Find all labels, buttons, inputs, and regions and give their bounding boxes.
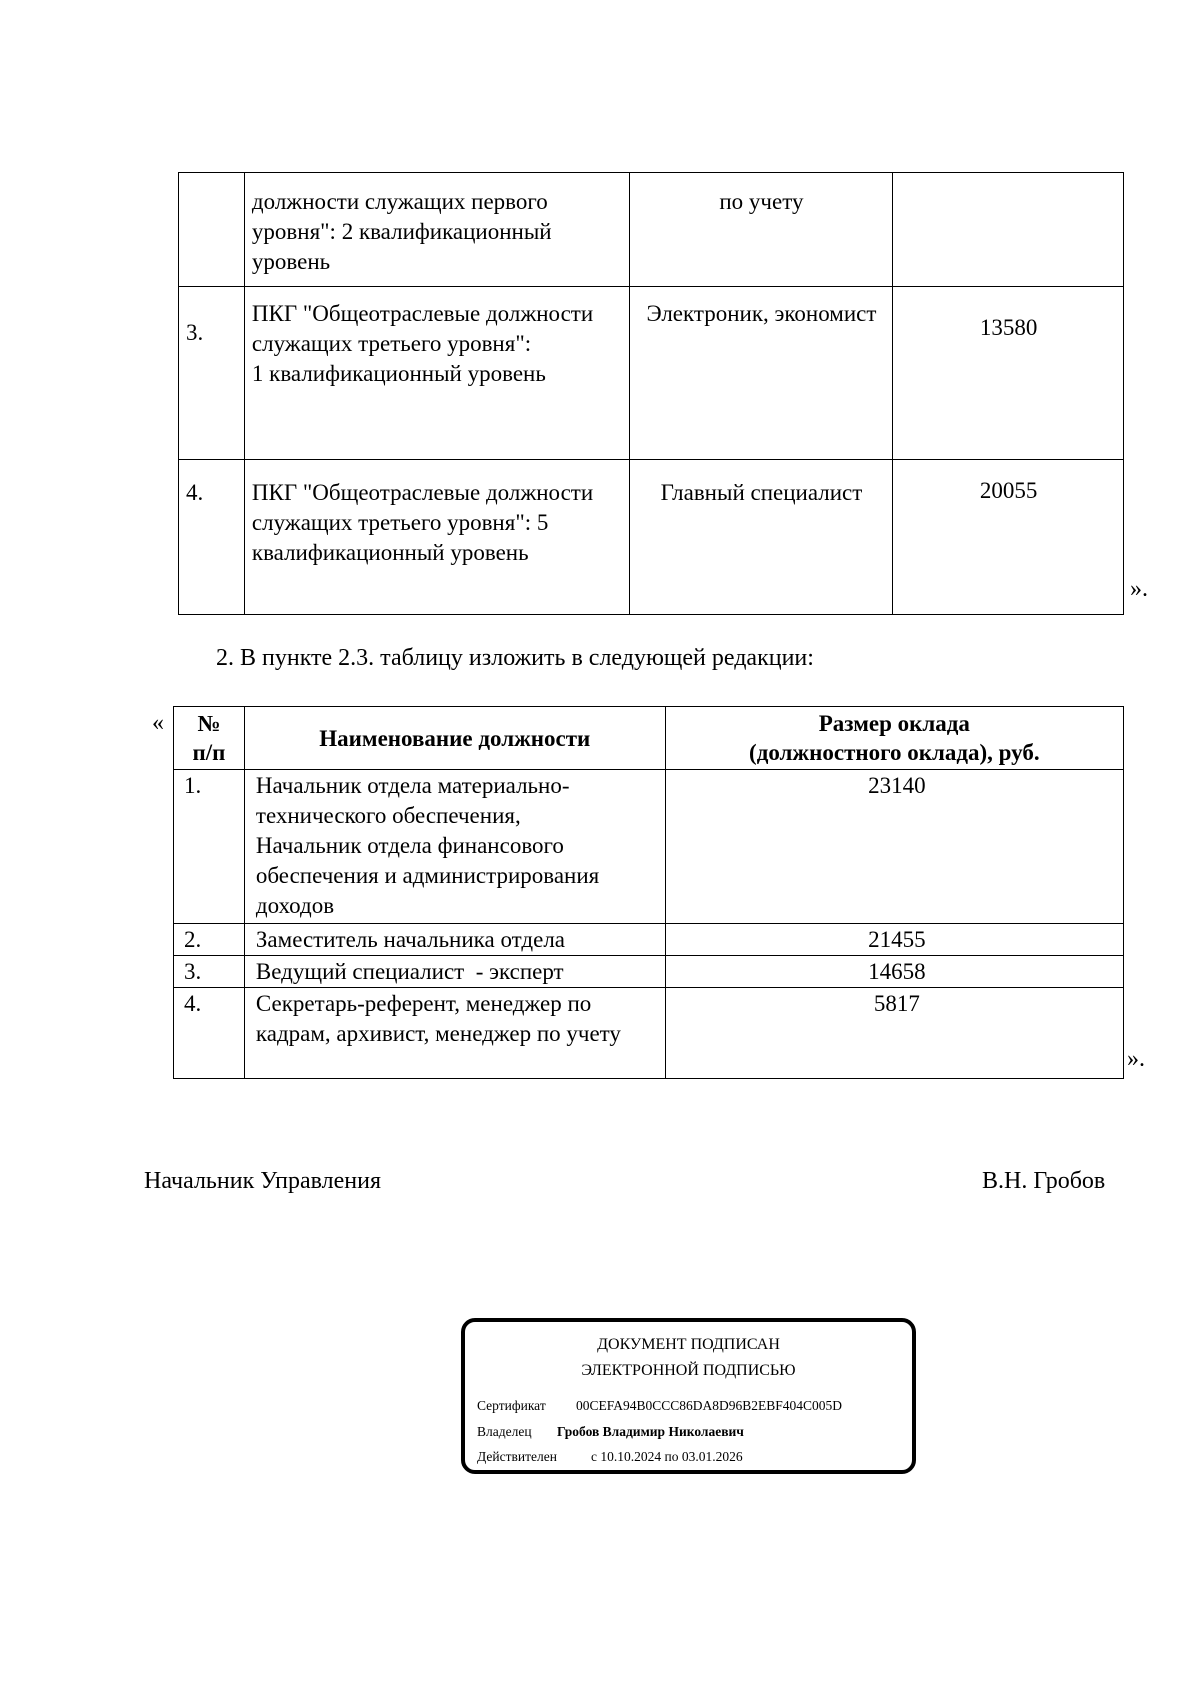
table-row xyxy=(179,287,1124,460)
stamp-heading-line2: ЭЛЕКТРОННОЙ ПОДПИСЬЮ xyxy=(581,1362,796,1379)
salary-value: 21455 xyxy=(665,924,1123,956)
table-row xyxy=(179,173,1124,287)
owner-label: Владелец xyxy=(477,1424,532,1439)
position-name: Секретарь-референт, менеджер по кадрам, архивист, менеджер по учету xyxy=(244,988,665,1079)
header-position: Наименование должности xyxy=(244,707,665,770)
position-name: Ведущий специалист - эксперт xyxy=(244,956,665,988)
row-number xyxy=(179,173,245,287)
salary-value: 13580 xyxy=(893,287,1124,460)
table-row xyxy=(174,956,1124,988)
table-row xyxy=(174,770,1124,924)
salary-table xyxy=(173,706,1124,1079)
table-header-row xyxy=(174,707,1124,770)
row-number: 2. xyxy=(174,924,245,956)
amendment-paragraph: 2. В пункте 2.3. таблицу изложить в следующей редакции: xyxy=(216,645,814,671)
row-number: 3. xyxy=(179,287,245,460)
salary-table-continuation xyxy=(178,172,1124,615)
row-number: 4. xyxy=(179,460,245,615)
signatory-title: Начальник Управления xyxy=(144,1168,381,1194)
position-name: Заместитель начальника отдела xyxy=(244,924,665,956)
opening-quote: « xyxy=(152,710,164,736)
closing-quote: ». xyxy=(1127,1046,1145,1072)
validity-label: Действителен xyxy=(477,1449,557,1464)
row-number: 4. xyxy=(174,988,245,1079)
stamp-heading-line1: ДОКУМЕНТ ПОДПИСАН xyxy=(597,1336,780,1353)
header-number: № п/п xyxy=(174,707,245,770)
table-row xyxy=(174,988,1124,1079)
position-name: Главный специалист xyxy=(629,460,893,615)
validity-value: с 10.10.2024 по 03.01.2026 xyxy=(591,1449,743,1464)
stamp-owner xyxy=(477,1424,744,1440)
closing-quote: ». xyxy=(1130,576,1148,602)
position-name: Начальник отдела материально-технического обеспечения, Начальник отдела финансового обеспечения и администрирования доходов xyxy=(244,770,665,924)
salary-value: 23140 xyxy=(665,770,1123,924)
stamp-validity xyxy=(477,1449,743,1465)
qualification-group: ПКГ "Общеотраслевые должности служащих третьего уровня": 5 квалификационный уровень xyxy=(244,460,629,615)
salary-value: 5817 xyxy=(665,988,1123,1079)
certificate-value: 00CEFA94B0CCC86DA8D96B2EBF404C005D xyxy=(576,1398,843,1413)
header-salary: Размер оклада (должностного оклада), руб. xyxy=(665,707,1123,770)
position-name: Электроник, экономист xyxy=(629,287,893,460)
electronic-signature-stamp xyxy=(461,1318,916,1474)
stamp-certificate xyxy=(477,1398,842,1414)
table-row xyxy=(179,460,1124,615)
position-name: по учету xyxy=(629,173,893,287)
owner-value: Гробов Владимир Николаевич xyxy=(557,1424,744,1439)
row-number: 1. xyxy=(174,770,245,924)
qualification-group: ПКГ "Общеотраслевые должности служащих третьего уровня": 1 квалификационный уровень xyxy=(244,287,629,460)
table-row xyxy=(174,924,1124,956)
qualification-group: должности служащих первого уровня": 2 квалификационный уровень xyxy=(244,173,629,287)
signatory-name: В.Н. Гробов xyxy=(982,1168,1106,1194)
certificate-label: Сертификат xyxy=(477,1398,546,1413)
salary-value: 20055 xyxy=(893,460,1124,615)
row-number: 3. xyxy=(174,956,245,988)
salary-value xyxy=(893,173,1124,287)
salary-value: 14658 xyxy=(665,956,1123,988)
